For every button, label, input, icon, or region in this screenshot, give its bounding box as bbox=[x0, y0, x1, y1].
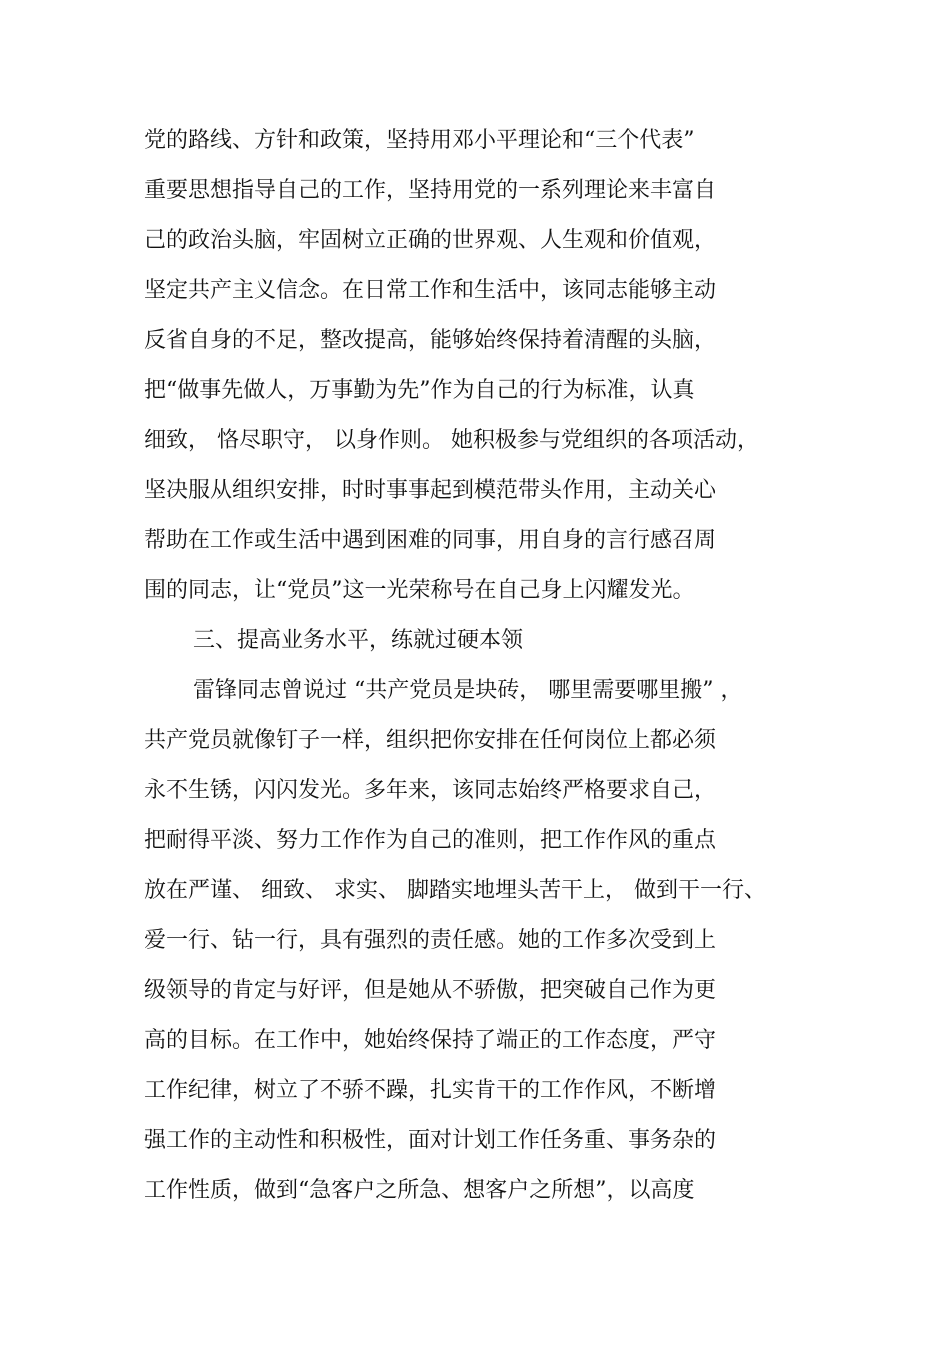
text-line bbox=[0, 1071, 950, 1121]
text-line bbox=[0, 271, 950, 321]
text-line-content: 把“做事先做人，万事勤为先”作为自己的行为标准，认真 bbox=[144, 378, 695, 403]
text-line bbox=[0, 871, 950, 921]
text-line-content: 坚定共产主义信念。在日常工作和生活中，该同志能够主动 bbox=[144, 278, 717, 303]
text-line-content: 高的目标。在工作中，她始终保持了端正的工作态度，严守 bbox=[144, 1028, 717, 1053]
text-line bbox=[0, 1021, 950, 1071]
text-line-content: 细致， 恪尽职守， 以身作则。 她积极参与党组织的各项活动， bbox=[144, 428, 759, 453]
text-line bbox=[0, 371, 950, 421]
text-line-content: 共产党员就像钉子一样，组织把你安排在任何岗位上都必须 bbox=[144, 728, 717, 753]
document-body bbox=[0, 121, 950, 1221]
text-line bbox=[0, 721, 950, 771]
text-line bbox=[0, 471, 950, 521]
text-line bbox=[0, 221, 950, 271]
text-line-content: 反省自身的不足，整改提高，能够始终保持着清醒的头脑， bbox=[144, 328, 717, 353]
text-line bbox=[0, 171, 950, 221]
text-line-content: 放在严谨、 细致、 求实、 脚踏实地埋头苦干上， 做到干一行、 bbox=[144, 878, 766, 903]
text-line-content: 党的路线、方针和政策，坚持用邓小平理论和“三个代表” bbox=[144, 128, 695, 153]
text-line-content: 级领导的肯定与好评，但是她从不骄傲，把突破自己作为更 bbox=[144, 978, 717, 1003]
text-line bbox=[0, 921, 950, 971]
text-line bbox=[0, 1171, 950, 1221]
text-line bbox=[0, 821, 950, 871]
text-line bbox=[0, 671, 950, 721]
text-line-content: 把耐得平淡、努力工作作为自己的准则，把工作作风的重点 bbox=[144, 828, 717, 853]
section-heading-text: 三、提高业务水平，练就过硬本领 bbox=[193, 628, 524, 653]
text-line bbox=[0, 521, 950, 571]
text-line-content: 工作纪律，树立了不骄不躁，扎实肯干的工作作风，不断增 bbox=[144, 1078, 717, 1103]
text-line bbox=[0, 321, 950, 371]
text-line-content: 爱一行、钻一行，具有强烈的责任感。她的工作多次受到上 bbox=[144, 928, 717, 953]
text-line bbox=[0, 1121, 950, 1171]
text-line-content: 围的同志，让“党员”这一光荣称号在自己身上闪耀发光。 bbox=[144, 578, 695, 603]
text-line-content: 雷锋同志曾说过 “共产党员是块砖， 哪里需要哪里搬” ， bbox=[193, 678, 743, 703]
text-line-content: 永不生锈，闪闪发光。多年来，该同志始终严格要求自己， bbox=[144, 778, 717, 803]
text-line-content: 强工作的主动性和积极性，面对计划工作任务重、事务杂的 bbox=[144, 1128, 717, 1153]
section-heading bbox=[0, 621, 950, 671]
text-line-content: 坚决服从组织安排，时时事事起到模范带头作用，主动关心 bbox=[144, 478, 717, 503]
text-line bbox=[0, 971, 950, 1021]
text-line bbox=[0, 771, 950, 821]
text-line-content: 重要思想指导自己的工作，坚持用党的一系列理论来丰富自 bbox=[144, 178, 717, 203]
text-line-content: 工作性质，做到“急客户之所急、想客户之所想”，以高度 bbox=[144, 1178, 695, 1203]
text-line-content: 帮助在工作或生活中遇到困难的同事，用自身的言行感召周 bbox=[144, 528, 717, 553]
text-line bbox=[0, 571, 950, 621]
text-line bbox=[0, 421, 950, 471]
text-line-content: 己的政治头脑，牢固树立正确的世界观、人生观和价值观， bbox=[144, 228, 717, 253]
text-line bbox=[0, 121, 950, 171]
